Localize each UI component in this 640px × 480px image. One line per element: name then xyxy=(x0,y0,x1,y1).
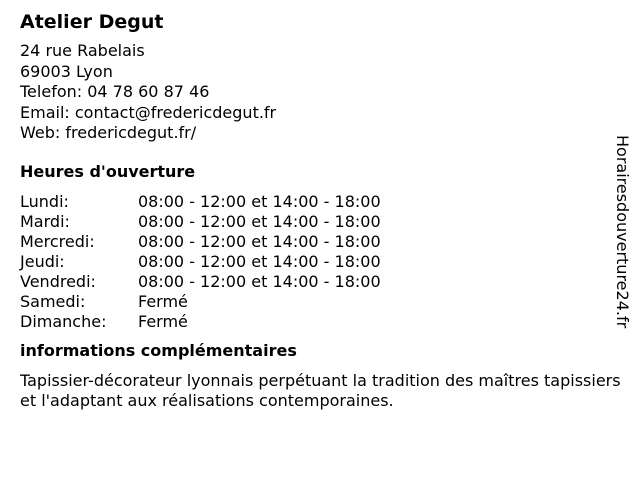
phone-line: Telefon: 04 78 60 87 46 xyxy=(20,82,210,101)
time-value: Fermé xyxy=(138,291,188,311)
opening-hours-table xyxy=(20,192,381,332)
time-value: Fermé xyxy=(138,311,188,331)
day-label: Dimanche: xyxy=(20,311,107,331)
site-watermark: Horairesdouverture24.fr xyxy=(613,135,632,329)
hours-row-saturday xyxy=(20,292,381,312)
day-label: Jeudi: xyxy=(20,251,65,271)
address-block xyxy=(20,41,620,144)
email-line: Email: contact@fredericdegut.fr xyxy=(20,102,277,122)
day-label: Vendredi: xyxy=(20,271,96,291)
hours-row-tuesday xyxy=(20,212,381,232)
hours-row-wednesday xyxy=(20,232,381,252)
time-value: 08:00 - 12:00 et 14:00 - 18:00 xyxy=(138,251,381,271)
hours-row-monday xyxy=(20,192,381,212)
street-address: 24 rue Rabelais xyxy=(20,41,145,60)
time-value: 08:00 - 12:00 et 14:00 - 18:00 xyxy=(138,271,381,291)
business-name: Atelier Degut xyxy=(20,11,164,33)
day-label: Lundi: xyxy=(20,191,69,211)
day-label: Samedi: xyxy=(20,291,86,311)
time-value: 08:00 - 12:00 et 14:00 - 18:00 xyxy=(138,191,381,211)
time-value: 08:00 - 12:00 et 14:00 - 18:00 xyxy=(138,231,381,251)
day-label: Mercredi: xyxy=(20,231,95,251)
postal-city: 69003 Lyon xyxy=(20,61,113,81)
web-line: Web: fredericdegut.fr/ xyxy=(20,123,197,142)
hours-row-sunday xyxy=(20,312,381,332)
hours-row-thursday xyxy=(20,252,381,272)
day-label: Mardi: xyxy=(20,211,70,231)
business-card xyxy=(20,10,620,411)
hours-row-friday xyxy=(20,272,381,292)
opening-hours-heading: Heures d'ouverture xyxy=(20,161,196,181)
time-value: 08:00 - 12:00 et 14:00 - 18:00 xyxy=(138,211,381,231)
additional-info-heading: informations complémentaires xyxy=(20,340,297,360)
business-description: Tapissier-décorateur lyonnais perpétuant la tradition des maîtres tapissiers et l'adaptant aux réalisations contemporaines. xyxy=(20,370,621,410)
